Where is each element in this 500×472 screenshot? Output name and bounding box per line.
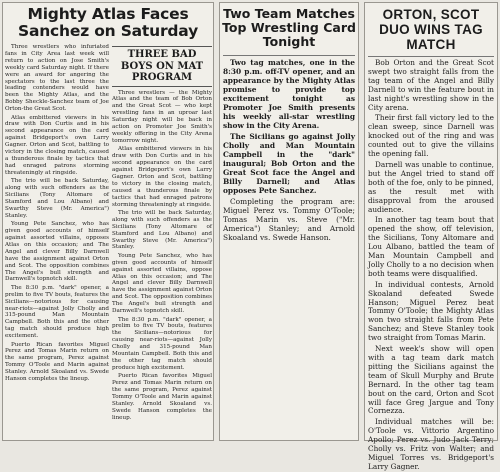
article-paragraph: Bob Orton and the Great Scot swept two straight falls from the tag team of the Angel and Billy Darnell to win the feature bout in last night's wrestling show in the City arena. xyxy=(368,58,494,112)
subhead-three-bad-boys: THREE BAD BOYS ON MAT PROGRAM xyxy=(112,46,212,87)
article-paragraph: In individual contests, Arnold Skoaland defeated Swede Hanson; Miguel Perez beat Tommy O'Toole; the Mighty Atlas won two straight falls from Pete Sanchez; and Steve Stanley took two straight from Tomas Marin. xyxy=(368,279,494,343)
article-paragraph: The trio will be back Saturday, along with such offenders as the Sicilians (Tony Altomare of Stamford and Lou Albano) and Swarthy Steve (Mr. America") Stanley. xyxy=(112,209,212,251)
headline-two-team-matches: Two Team Matches Top Wrestling Card Tonight xyxy=(222,6,356,49)
article-paragraph: In another tag team bout that opened the show, off television, the Sicilians, Tony Altomare and Lou Albano, battled the team of Man Mountain Campbell and Jolly Cholly to a no decision when both teams were disqualified. xyxy=(368,215,494,278)
article-paragraph: Three wrestlers — the Mighty Atlas and the team of Bob Orton and the Great Scot — who kept wrestling fans in an uproar last Saturday night will be back in action on Promoter Joe Smith's weekly offering in the City Arena tomorrow night. xyxy=(112,89,212,144)
article-paragraph: Atlas embittered viewers in his draw with Don Curtis and in his second appearance on the card against Bridgeport's own Larry Gagner. Orton and Scot, battling to victory in the closing match, caused a thunderous finale by tactics that had enraged patrons storming threateningly at ringside. xyxy=(5,114,109,176)
article-paragraph: Next week's show will open with a tag team dark match pitting the Sicilians against the team of Skull Murphy and Brute Bernard. In the other tag team bout on the card, Orton and Scot will face Greg Jargue and Tony Cornezza. xyxy=(368,344,494,416)
divider xyxy=(368,56,494,57)
headline-atlas-sanchez: Mighty Atlas Faces Sanchez on Saturday xyxy=(18,5,198,40)
article-clipping-orton-scot xyxy=(364,2,498,471)
article-paragraph: Atlas embittered viewers in his draw with Don Curtis and in his second appearance on the card against Bridgeport's own Larry Gagner. Orton and Scot, battling to victory in the closing match, caused a thunderous finale by tactics that had enraged patrons storming threateningly at ringside. xyxy=(112,146,212,208)
article-paragraph: The 8:30 p.m. "dark" opener, a prelim to five TV bouts, features the Sicilians—notorious for causing near-riots—against Jolly Cholly and 315-pound Man Mountain Campbell. Both this and the other tag match should produce high excitement. xyxy=(5,284,109,340)
article-paragraph: Young Pete Sanchez, who has given good accounts of himself against assorted villains, oppose Atlas on this occasion; and The Angel and clever Billy Darnwell have the assignment against Orton and Scot. The opposition combines The Angel's bull strength and Darnwell's topnotch skill. xyxy=(112,252,212,315)
article-right-column xyxy=(112,44,212,423)
article-paragraph: Puerto Rican favorites Miguel Perez and Tomas Marin return on the same program, Perez against Tommy O'Toole and Marin against Stanley. Arnold Skoaland vs. Swede Hanson completes the lineup. xyxy=(5,341,109,383)
article-paragraph: Completing the program are: Miguel Perez vs. Tommy O'Toole; Tomas Marin vs. Steve ("Mr. America") Stanley; and Arnold Skoaland vs. Swede Hanson. xyxy=(223,197,355,242)
article-clipping-two-team-matches xyxy=(219,2,359,441)
article-clipping-atlas-sanchez xyxy=(2,2,214,441)
article-paragraph: The trio will be back Saturday, along with such offenders as the Sicilians (Tony Altomare of Stamford and Lou Albano) and Swarthy Steve (Mr. America") Stanley. xyxy=(5,178,109,219)
article-paragraph: Individual matches will be: O'Toole vs. Vittorio Argentino Apollo; Perez vs. Judo Jack Terry; Cholly vs. Fritz von Walter; and Miguel Torres vs. Bridgeport's Larry Gagner. xyxy=(368,417,494,471)
article-paragraph: Three wrestlers who infuriated fans in City Area last week will return to action on Jose Smith's weekly card Saturday night. If there were an award for angering the spectators to the last three the leading contenders would have been the Mighty Atlas, and the Bobby Sheckle-Sanchez team of Joe Orton-the Great Scot. xyxy=(5,44,109,113)
article-paragraph: Young Pete Sanchez, who has given good accounts of himself against assorted villains, opposes Atlas on this occasion; and The Angel and clever Billy Darnwell have the assignment against Orton and Scot. The opposition combines The Angel's bull strength and Darnwell's topnotch skill. xyxy=(5,221,109,283)
article-paragraph: The Sicilians go against Jolly Cholly and Man Mountain Campbell in the "dark" inaugural; Bob Orton and the Great Scot face the Angel and Billy Darnell; and Atlas opposes Pete Sanchez. xyxy=(223,132,355,195)
article-paragraph: The 8:30 p.m. "dark" opener, a prelim to five TV bouts, features the Sicilians—notorious for causing near-riots—against Jolly Cholly and 315-pound Man Mountain Campbell. Both this and the other tag match should produce high excitement. xyxy=(112,316,212,371)
article-columns xyxy=(3,44,213,423)
divider xyxy=(223,55,355,56)
article-left-column xyxy=(5,44,109,423)
headline-orton-scot: ORTON, SCOT DUO WINS TAG MATCH xyxy=(379,7,483,52)
article-paragraph: Puerto Rican favorites Miguel Perez and Tomas Marin return on the same program, Perez against Tommy O'Toole and Marin against Stanley. Arnold Skoaland vs. Swede Hanson completes the lineup. xyxy=(112,373,212,421)
article-paragraph: Two tag matches, one in the 8:30 p.m. off-TV opener, and an appearance by the Mighty Atlas promise to provide top excitement tonight as Promoter Joe Smith presents his weekly all-star wrestling show in the City Arena. xyxy=(223,58,355,130)
article-paragraph: Their first fall victory led to the clean sweep, since Darnell was knocked out of the ring and was counted out to give the villains the opening fall. xyxy=(368,113,494,159)
article-paragraph: Darnell was unable to continue, but the Angel tried to stand off both of the foe, only to be pinned, as the result met with disapproval from the aroused audience. xyxy=(368,159,494,214)
